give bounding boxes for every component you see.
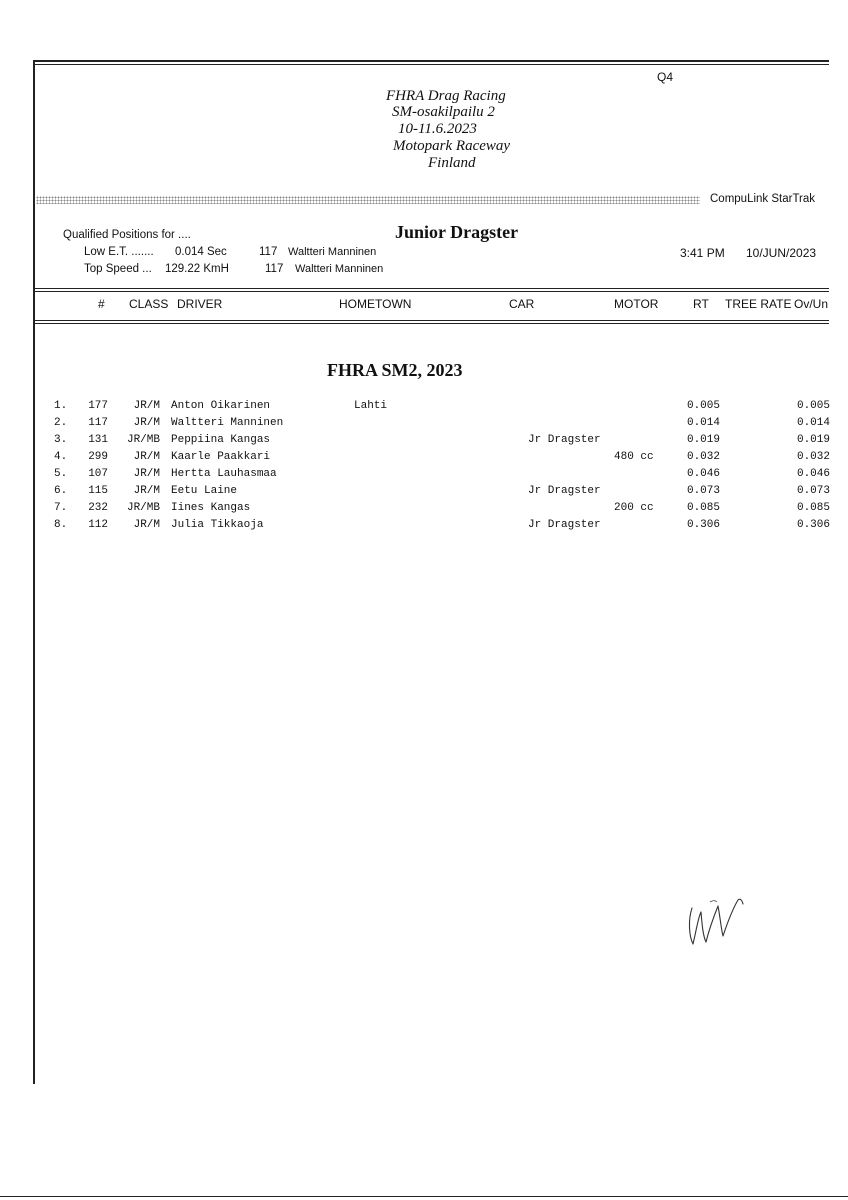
table-row bbox=[0, 502, 848, 519]
top-speed-car: 117 bbox=[265, 263, 284, 275]
row-position: 3. bbox=[54, 434, 68, 446]
table-row bbox=[0, 485, 848, 502]
report-date: 10/JUN/2023 bbox=[746, 246, 817, 260]
row-class: JR/MB bbox=[126, 502, 160, 514]
section-title: FHRA SM2, 2023 bbox=[327, 360, 463, 380]
event-series: SM-osakilpailu 2 bbox=[392, 104, 495, 120]
row-ovun: 0.073 bbox=[796, 485, 830, 497]
row-class: JR/M bbox=[133, 451, 160, 463]
row-rt: 0.046 bbox=[686, 468, 720, 480]
class-title: Junior Dragster bbox=[395, 222, 519, 242]
row-car-number: 232 bbox=[88, 502, 108, 514]
left-border bbox=[33, 60, 35, 1084]
page-code: Q4 bbox=[657, 70, 674, 84]
event-venue: Motopark Raceway bbox=[393, 138, 511, 154]
low-et-value: 0.014 Sec bbox=[175, 246, 227, 258]
col-header-car: CAR bbox=[509, 297, 535, 311]
row-class: JR/M bbox=[133, 519, 160, 531]
column-divider-1 bbox=[33, 320, 829, 321]
row-class: JR/M bbox=[133, 417, 160, 429]
row-car-number: 299 bbox=[88, 451, 108, 463]
col-header-hometown: HOMETOWN bbox=[339, 297, 412, 311]
handwritten-signature bbox=[680, 888, 750, 958]
event-name: FHRA Drag Racing bbox=[386, 88, 506, 104]
top-speed-value: 129.22 KmH bbox=[165, 263, 229, 275]
row-driver: Julia Tikkaoja bbox=[171, 519, 264, 531]
row-position: 6. bbox=[54, 485, 68, 497]
row-rt: 0.032 bbox=[686, 451, 720, 463]
event-country: Finland bbox=[428, 155, 476, 171]
col-header-class: CLASS bbox=[129, 297, 169, 311]
top-speed-driver: Waltteri Manninen bbox=[295, 263, 384, 275]
top-speed-label: Top Speed ... bbox=[84, 263, 152, 275]
low-et-car: 117 bbox=[259, 246, 278, 258]
row-car-number: 115 bbox=[88, 485, 108, 497]
row-position: 2. bbox=[54, 417, 68, 429]
system-label: CompuLink StarTrak bbox=[710, 193, 816, 205]
row-position: 1. bbox=[54, 400, 68, 412]
row-motor: 200 cc bbox=[614, 502, 654, 514]
top-border bbox=[33, 60, 829, 62]
row-ovun: 0.046 bbox=[796, 468, 830, 480]
row-car-number: 117 bbox=[88, 417, 108, 429]
row-class: JR/M bbox=[133, 400, 160, 412]
col-header-num: # bbox=[98, 297, 105, 311]
row-position: 5. bbox=[54, 468, 68, 480]
col-header-driver: DRIVER bbox=[177, 297, 223, 311]
row-class: JR/M bbox=[133, 485, 160, 497]
dotted-band bbox=[36, 196, 700, 204]
row-driver: Eetu Laine bbox=[171, 485, 238, 497]
row-rt: 0.005 bbox=[686, 400, 720, 412]
row-class: JR/MB bbox=[126, 434, 160, 446]
row-car-number: 131 bbox=[88, 434, 108, 446]
col-header-motor: MOTOR bbox=[614, 297, 659, 311]
header-divider-1 bbox=[33, 288, 829, 289]
row-position: 4. bbox=[54, 451, 68, 463]
qualified-label: Qualified Positions for .... bbox=[63, 229, 191, 241]
table-row bbox=[0, 400, 848, 417]
col-header-rt: RT bbox=[693, 297, 709, 311]
row-car: Jr Dragster bbox=[528, 434, 601, 446]
col-header-ovun: Ov/Un bbox=[794, 297, 829, 311]
row-car-number: 107 bbox=[88, 468, 108, 480]
row-position: 8. bbox=[54, 519, 68, 531]
row-ovun: 0.005 bbox=[796, 400, 830, 412]
row-driver: Hertta Lauhasmaa bbox=[171, 468, 277, 480]
table-row bbox=[0, 468, 848, 485]
row-car-number: 177 bbox=[88, 400, 108, 412]
row-ovun: 0.306 bbox=[796, 519, 830, 531]
row-driver: Anton Oikarinen bbox=[171, 400, 271, 412]
row-ovun: 0.019 bbox=[796, 434, 830, 446]
header-divider-2 bbox=[33, 291, 829, 292]
table-row bbox=[0, 451, 848, 468]
row-car: Jr Dragster bbox=[528, 519, 601, 531]
table-row bbox=[0, 434, 848, 451]
row-driver: Iines Kangas bbox=[171, 502, 251, 514]
row-car-number: 112 bbox=[88, 519, 108, 531]
column-divider-2 bbox=[33, 323, 829, 324]
row-position: 7. bbox=[54, 502, 68, 514]
row-ovun: 0.085 bbox=[796, 502, 830, 514]
row-rt: 0.306 bbox=[686, 519, 720, 531]
row-rt: 0.073 bbox=[686, 485, 720, 497]
table-row bbox=[0, 417, 848, 434]
row-driver: Waltteri Manninen bbox=[171, 417, 284, 429]
table-row bbox=[0, 519, 848, 536]
row-rt: 0.019 bbox=[686, 434, 720, 446]
row-class: JR/M bbox=[133, 468, 160, 480]
row-ovun: 0.032 bbox=[796, 451, 830, 463]
low-et-label: Low E.T. ....... bbox=[84, 246, 154, 258]
row-rt: 0.014 bbox=[686, 417, 720, 429]
row-rt: 0.085 bbox=[686, 502, 720, 514]
event-dates: 10-11.6.2023 bbox=[398, 121, 477, 137]
row-motor: 480 cc bbox=[614, 451, 654, 463]
bottom-border bbox=[0, 1196, 848, 1197]
row-driver: Kaarle Paakkari bbox=[171, 451, 271, 463]
row-hometown: Lahti bbox=[354, 400, 388, 412]
low-et-driver: Waltteri Manninen bbox=[288, 246, 377, 258]
col-header-tree-rate: TREE RATE bbox=[725, 297, 792, 311]
row-driver: Peppiina Kangas bbox=[171, 434, 271, 446]
top-border-inner bbox=[33, 64, 829, 65]
report-time: 3:41 PM bbox=[680, 246, 725, 260]
row-ovun: 0.014 bbox=[796, 417, 830, 429]
row-car: Jr Dragster bbox=[528, 485, 601, 497]
